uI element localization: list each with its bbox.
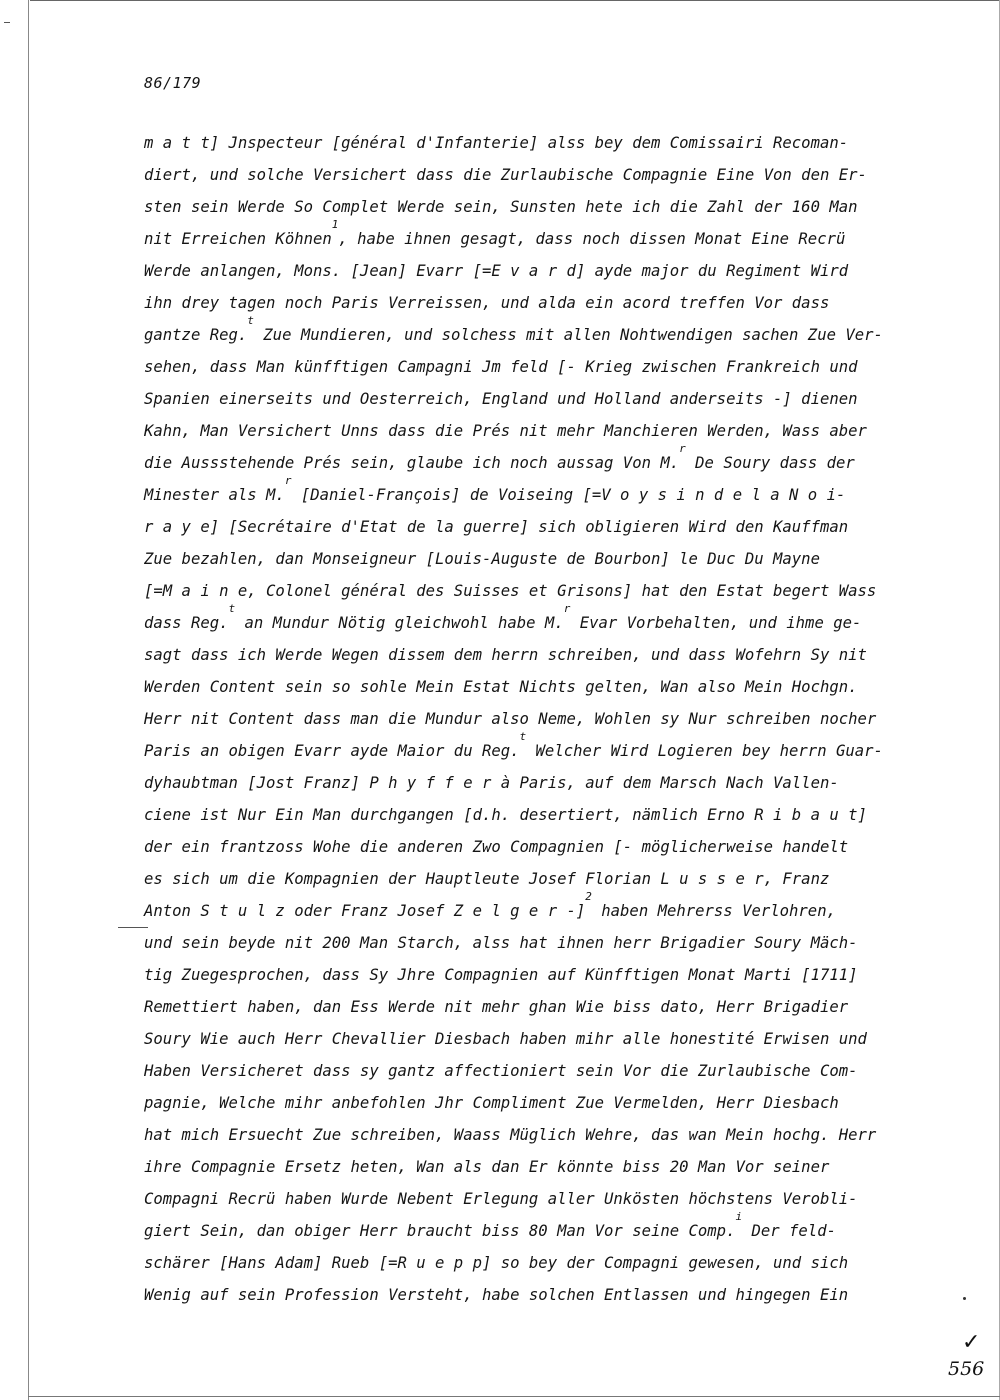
text-line: r a y e] [Secrétaire d'Etat de la guerre] sich obligieren Wird den Kauffman bbox=[144, 518, 849, 536]
superscript: r bbox=[284, 474, 292, 487]
folio-number: 556 bbox=[948, 1358, 985, 1380]
text-line bbox=[144, 218, 944, 255]
text-line: Haben Versicheret dass sy gantz affectioniert sein Vor die Zurlaubische Com- bbox=[144, 1062, 858, 1080]
text-line: [=M a i n e, Colonel général des Suisses et Grisons] hat den Estat begert Wass bbox=[144, 582, 877, 600]
text-line bbox=[144, 442, 944, 479]
text-segment: giert Sein, dan obiger Herr braucht biss 80 Man Vor seine Comp. bbox=[144, 1222, 736, 1240]
checkmark-icon: ✓ bbox=[962, 1330, 981, 1355]
text-line: Spanien einerseits und Oesterreich, England und Holland anderseits -] dienen bbox=[144, 390, 858, 408]
text-segment: dass Reg. bbox=[144, 614, 229, 632]
text-segment: De Soury dass der bbox=[685, 454, 855, 472]
text-segment: gantze Reg. bbox=[144, 326, 248, 344]
corner-dash bbox=[4, 22, 10, 23]
text-line: ciene ist Nur Ein Man durchgangen [d.h. desertiert, nämlich Erno R i b a u t] bbox=[144, 806, 867, 824]
text-line bbox=[144, 314, 944, 351]
text-line: diert, und solche Versichert dass die Zurlaubische Compagnie Eine Von den Er- bbox=[144, 166, 867, 184]
text-segment: nit Erreichen Köhnen bbox=[144, 230, 332, 248]
text-line bbox=[144, 730, 944, 767]
text-line bbox=[144, 890, 944, 927]
text-line: dyhaubtman [Jost Franz] P h y f f e r à Paris, auf dem Marsch Nach Vallen- bbox=[144, 774, 839, 792]
text-line: Werde anlangen, Mons. [Jean] Evarr [=E v a r d] ayde major du Regiment Wird bbox=[144, 262, 849, 280]
page-number: 86/179 bbox=[144, 74, 202, 92]
text-segment: , habe ihnen gesagt, dass noch dissen Monat Eine Recrü bbox=[338, 230, 846, 248]
text-line: Soury Wie auch Herr Chevallier Diesbach haben mihr alle honestité Erwisen und bbox=[144, 1030, 867, 1048]
scan-border-bottom bbox=[28, 1396, 1000, 1397]
text-segment: Paris an obigen Evarr ayde Maior du Reg. bbox=[144, 742, 520, 760]
text-line: Herr nit Content dass man die Mundur also Neme, Wohlen sy Nur schreiben nocher bbox=[144, 710, 877, 728]
superscript: t bbox=[247, 314, 254, 327]
text-line: ihre Compagnie Ersetz heten, Wan als dan Er könnte biss 20 Man Vor seiner bbox=[144, 1158, 830, 1176]
text-line: und sein beyde nit 200 Man Starch, alss hat ihnen herr Brigadier Soury Mäch- bbox=[144, 934, 858, 952]
transcription-text bbox=[144, 127, 944, 1311]
scan-border-top bbox=[30, 0, 1000, 1]
text-line: Wenig auf sein Profession Versteht, habe solchen Entlassen und hingegen Ein bbox=[144, 1286, 849, 1304]
text-segment: Evar Vorbehalten, und ihme ge- bbox=[570, 614, 862, 632]
text-line bbox=[144, 474, 944, 511]
text-segment: Zue Mundieren, und solchess mit allen Nohtwendigen sachen Zue Ver- bbox=[253, 326, 883, 344]
text-line: tig Zuegesprochen, dass Sy Jhre Compagnien auf Künfftigen Monat Marti [1711] bbox=[144, 966, 858, 984]
dot-mark bbox=[963, 1297, 966, 1300]
superscript: r bbox=[679, 442, 686, 455]
text-line: sehen, dass Man künfftigen Campagni Jm feld [- Krieg zwischen Frankreich und bbox=[144, 358, 858, 376]
text-line: ihn drey tagen noch Paris Verreissen, und alda ein acord treffen Vor dass bbox=[144, 294, 830, 312]
scan-border-left bbox=[28, 0, 29, 1400]
text-line: sagt dass ich Werde Wegen dissem dem herrn schreiben, und dass Wofehrn Sy nit bbox=[144, 646, 867, 664]
text-line: es sich um die Kompagnien der Hauptleute Josef Florian L u s s e r, Franz bbox=[144, 870, 830, 888]
text-line: hat mich Ersuecht Zue schreiben, Waass Müglich Wehre, das wan Mein hochg. Herr bbox=[144, 1126, 877, 1144]
text-segment: Minester als M. bbox=[144, 486, 285, 504]
text-segment: die Aussstehende Prés sein, glaube ich noch aussag Von M. bbox=[144, 454, 680, 472]
text-line: Kahn, Man Versichert Unns dass die Prés nit mehr Manchieren Werden, Wass aber bbox=[144, 422, 867, 440]
text-line bbox=[144, 602, 944, 639]
text-segment: an Mundur Nötig gleichwohl habe M. bbox=[235, 614, 564, 632]
text-line: schärer [Hans Adam] Rueb [=R u e p p] so bey der Compagni gewesen, und sich bbox=[144, 1254, 849, 1272]
text-line: Remettiert haben, dan Ess Werde nit mehr ghan Wie biss dato, Herr Brigadier bbox=[144, 998, 849, 1016]
text-line: Werden Content sein so sohle Mein Estat Nichts gelten, Wan also Mein Hochgn. bbox=[144, 678, 858, 696]
text-segment: Der feld- bbox=[742, 1222, 836, 1240]
text-segment: Anton S t u l z oder Franz Josef Z e l g e r -] bbox=[144, 902, 586, 920]
text-line: m a t t] Jnspecteur [général d'Infanterie] alss bey dem Comissairi Recoman- bbox=[144, 134, 849, 152]
text-segment: [Daniel-François] de Voiseing [=V o y s i n d e l a N o i- bbox=[291, 486, 846, 504]
text-segment: Welcher Wird Logieren bey herrn Guar- bbox=[526, 742, 883, 760]
superscript: t bbox=[228, 602, 236, 615]
text-line: der ein frantzoss Wohe die anderen Zwo Compagnien [- möglicherweise handelt bbox=[144, 838, 849, 856]
superscript: r bbox=[563, 602, 571, 615]
text-segment: haben Mehrerss Verlohren, bbox=[591, 902, 836, 920]
text-line bbox=[144, 1210, 944, 1247]
text-line: sten sein Werde So Complet Werde sein, Sunsten hete ich die Zahl der 160 Man bbox=[144, 198, 858, 216]
superscript: i bbox=[735, 1210, 743, 1223]
superscript: 2 bbox=[585, 890, 592, 903]
superscript: t bbox=[519, 730, 527, 743]
margin-mark bbox=[118, 927, 148, 928]
text-line: Zue bezahlen, dan Monseigneur [Louis-Auguste de Bourbon] le Duc Du Mayne bbox=[144, 550, 820, 568]
superscript: 1 bbox=[331, 218, 339, 231]
text-line: pagnie, Welche mihr anbefohlen Jhr Compliment Zue Vermelden, Herr Diesbach bbox=[144, 1094, 839, 1112]
text-line: Compagni Recrü haben Wurde Nebent Erlegung aller Unkösten höchstens Verobli- bbox=[144, 1190, 858, 1208]
